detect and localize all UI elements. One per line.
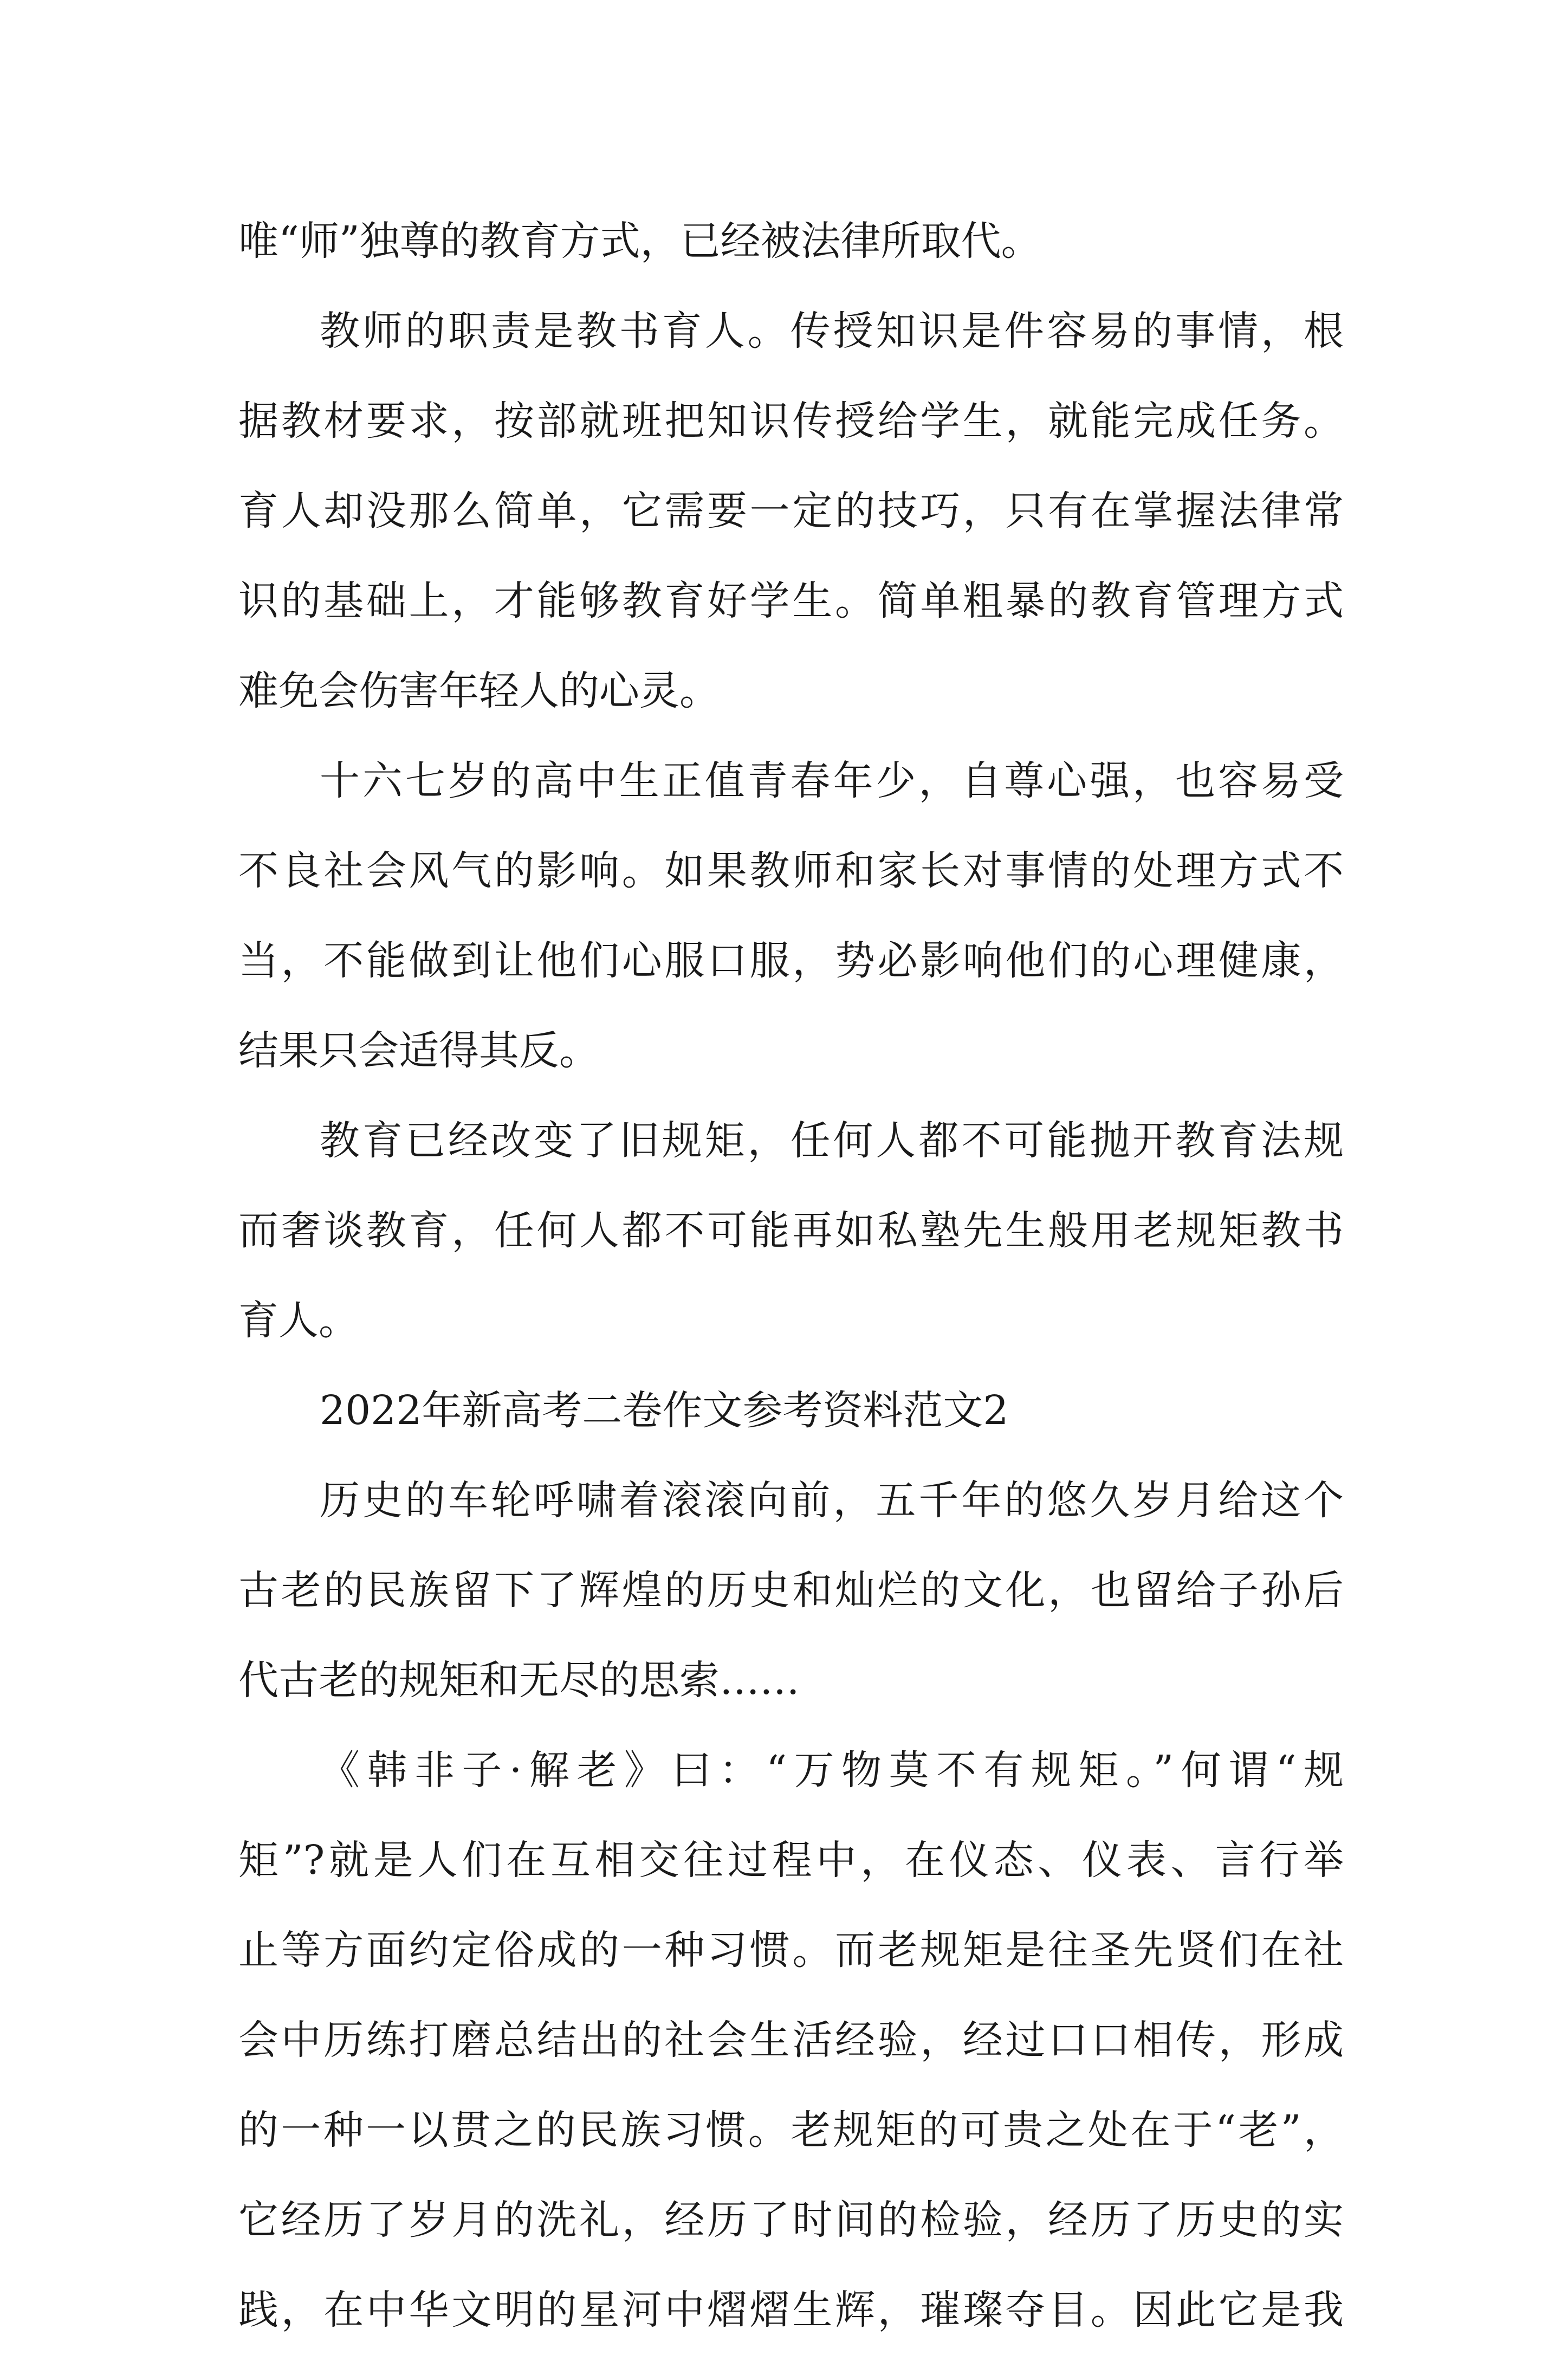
section-heading: 2022年新高考二卷作文参考资料范文2 — [320, 1387, 1009, 1434]
text-line: 而奢谈教育，任何人都不可能再如私塾先生般用老规矩教书 — [238, 1207, 1344, 1254]
text-line: 当，不能做到让他们心服口服，势必影响他们的心理健康， — [238, 937, 1344, 984]
text-line: 不良社会风气的影响。如果教师和家长对事情的处理方式不 — [238, 847, 1344, 894]
text-line: 据教材要求，按部就班把知识传授给学生，就能完成任务。 — [238, 398, 1344, 444]
text-line: 育人。 — [238, 1297, 359, 1344]
text-line: 古老的民族留下了辉煌的历史和灿烂的文化，也留给子孙后 — [238, 1567, 1344, 1614]
text-line: 它经历了岁月的洗礼，经历了时间的检验，经历了历史的实 — [238, 2197, 1344, 2243]
text-line: 《韩非子·解老》曰：“万物莫不有规矩。”何谓“规 — [320, 1747, 1344, 1794]
text-line: 代古老的规矩和无尽的思索…… — [238, 1657, 800, 1704]
text-line: 矩”?就是人们在互相交往过程中，在仪态、仪表、言行举 — [238, 1837, 1344, 1884]
text-line: 教师的职责是教书育人。传授知识是件容易的事情，根 — [320, 308, 1344, 354]
text-line: 历史的车轮呼啸着滚滚向前，五千年的悠久岁月给这个 — [320, 1477, 1344, 1524]
text-line: 识的基础上，才能够教育好学生。简单粗暴的教育管理方式 — [238, 578, 1344, 624]
document-body — [238, 196, 1344, 2355]
text-line: 践，在中华文明的星河中熠熠生辉，璀璨夺目。因此它是我 — [238, 2287, 1344, 2333]
text-line: 育人却没那么简单，它需要一定的技巧，只有在掌握法律常 — [238, 488, 1344, 534]
text-line: 十六七岁的高中生正值青春年少，自尊心强，也容易受 — [320, 758, 1344, 804]
text-line: 止等方面约定俗成的一种习惯。而老规矩是往圣先贤们在社 — [238, 1927, 1344, 1974]
text-line: 唯“师”独尊的教育方式，已经被法律所取代。 — [238, 218, 1041, 264]
text-line: 难免会伤害年轻人的心灵。 — [238, 668, 720, 714]
text-line: 的一种一以贯之的民族习惯。老规矩的可贵之处在于“老”， — [238, 2107, 1344, 2153]
text-line: 教育已经改变了旧规矩，任何人都不可能抛开教育法规 — [320, 1117, 1344, 1164]
text-line: 会中历练打磨总结出的社会生活经验，经过口口相传，形成 — [238, 2017, 1344, 2063]
text-line: 结果只会适得其反。 — [238, 1027, 599, 1074]
